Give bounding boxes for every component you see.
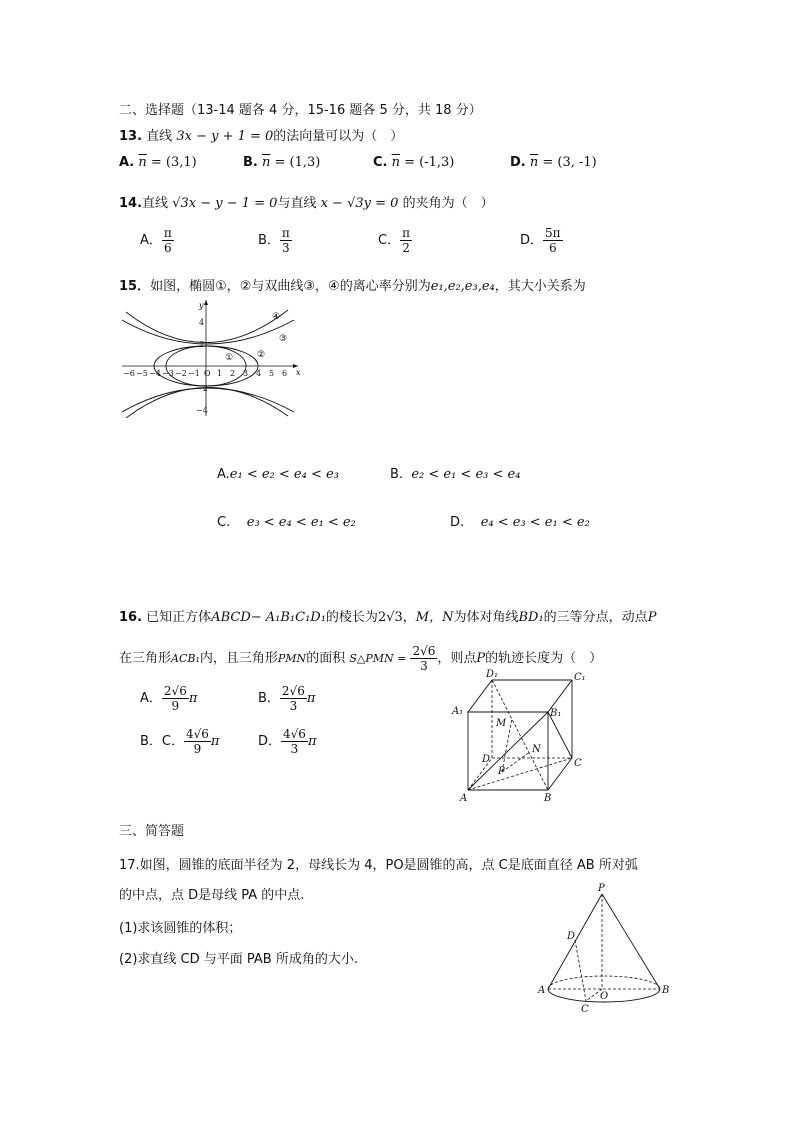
x-tick-labels [123,369,287,378]
stem-text: ，其大小关系为 [494,279,586,294]
label-o: O [600,991,609,1002]
option-c[interactable] [140,727,219,756]
triangle: ACB₁ [171,652,200,665]
label-b1: B₁ [550,708,562,719]
pi: π [306,691,316,706]
fraction: $\frac{4√6}{3}$ [283,727,306,756]
equation: √3x − y − 1 = 0 [172,196,278,211]
option-value: e₃ < e₄ < e₁ < e₂ [246,515,356,530]
equation: 3x − y + 1 = 0 [176,129,274,144]
x-tick-label: 1 [217,369,223,378]
option-b[interactable] [258,226,292,255]
option-label: B．C． [140,734,184,749]
option-label: B． [258,233,280,248]
option-d[interactable] [450,515,590,530]
x-tick-label: 4 [256,369,262,378]
vector-symbol: $\overline{n}$ [262,155,271,170]
label-a: A [460,793,468,804]
triangle-pmn: PMN [277,652,307,665]
section-title: 二、选择题（13-14 题各 4 分，15-16 题各 5 分，共 18 分） [119,103,482,118]
option-label: D. [450,515,465,530]
hyperbola-4-upper [126,310,288,343]
label-d: D [482,754,491,765]
fraction: $\frac{2√6}{3}$ [281,684,305,713]
x-tick-label: 5 [269,369,275,378]
option-value: e₂ < e₁ < e₃ < e₄ [411,467,521,482]
question-15-stem [119,275,586,294]
label-b: B [662,985,670,996]
option-a[interactable] [119,155,197,170]
option-value: = (3,1) [150,155,197,170]
stem-text: 直线 [146,129,173,144]
option-label: B． [258,691,280,706]
pi: π [188,691,198,706]
stem-text: 的夹角为（ ） [402,196,494,211]
points-mn: M，N [415,610,454,625]
option-label: C. [373,155,388,170]
option-label: B. [390,467,404,482]
x-tick-label: −3 [162,369,174,378]
option-label: A． [140,233,162,248]
y-tick-label: 2 [199,340,205,349]
vector-symbol: $\overline{n}$ [138,155,147,170]
label-m: M [496,718,507,729]
option-label: A． [140,691,162,706]
x-tick-label: −6 [123,369,135,378]
curve-label-1: ① [225,353,234,363]
x-tick-label: 6 [282,369,288,378]
cube-name: ABCD− A₁B₁C₁D₁ [211,610,326,625]
cube-figure [450,668,595,808]
y-tick-label: −4 [196,406,208,415]
option-label: D． [258,734,282,749]
label-d1: D₁ [486,669,499,680]
y-axis-arrow [204,300,208,305]
option-value: e₄ < e₃ < e₁ < e₂ [480,515,590,530]
option-label: A. [119,155,135,170]
option-label: A. [217,467,230,482]
option-a[interactable] [217,467,339,482]
curve-label-2: ② [257,350,266,360]
fraction: $\frac{\pi}{2}$ [402,226,410,255]
stem-text: ， [402,610,416,625]
slant-pb [602,894,660,989]
label-b: B [544,793,552,804]
conic-graph [118,298,301,418]
question-13-stem [119,125,403,144]
label-n: N [532,744,541,755]
vector-symbol: $\overline{n}$ [391,155,400,170]
option-b[interactable] [390,467,520,482]
pi: π [210,734,220,749]
label-c: C [581,1004,589,1015]
stem-text: 为体对角线 [453,610,519,625]
x-tick-label: 2 [230,369,236,378]
option-c[interactable] [373,155,454,170]
question-17-line2: 的中点，点 D是母线 PA 的中点. [119,888,305,903]
variables: e₁,e₂,e₃,e₄ [430,279,495,294]
label-a: A [538,985,546,996]
point-p: P [476,651,486,666]
stem-text: 的法向量可以为（ ） [273,129,404,144]
base-back-arc [548,976,660,989]
hyperbola-3-lower [122,388,294,412]
x-tick-label: −1 [188,369,200,378]
stem-text: 直线 [142,196,169,211]
stem-text: 在三角形 [119,651,172,666]
stem-text: 的轨迹长度为（ ） [485,651,603,666]
option-value: = (-1,3) [404,155,455,170]
x-tick-label: −5 [136,369,148,378]
option-value: = (3, -1) [542,155,597,170]
option-b[interactable] [243,155,320,170]
edge-bc [548,758,572,790]
section-title: 三、简答题 [119,824,185,839]
fraction: $\frac{2√6}{9}$ [163,684,187,713]
area-symbol: S△PMN = [349,652,407,665]
question-number: 16. [119,610,143,625]
option-label: D. [510,155,526,170]
stem-text: 已知正方体 [146,610,212,625]
label-d: D [567,931,576,942]
x-axis-label: x [296,368,301,377]
question-number: 14. [119,196,143,211]
option-value: e₁ < e₂ < e₄ < e₃ [229,467,339,482]
y-axis-label: y [199,301,204,310]
stem-text: 如图，椭圆①，②与双曲线③，④的离心率分别为 [150,279,431,294]
point-p: P [647,610,657,625]
stem-text: 与直线 [277,196,317,211]
area-fraction: $\frac{2√6}{3}$ [412,644,436,673]
stem-text: ，则点 [437,651,477,666]
pi: π [307,734,317,749]
hidden-pn [502,752,530,772]
label-a1: A₁ [452,706,464,717]
curve-label-4: ④ [272,312,281,322]
x-tick-label: −2 [175,369,187,378]
x-tick-label: −4 [149,369,161,378]
x-tick-label: 3 [243,369,249,378]
stem-text: 的棱长为 [325,610,378,625]
option-d[interactable] [258,727,316,756]
fraction: $\frac{\pi}{6}$ [163,226,172,255]
x-tick-label: O [204,369,211,378]
question-16-line1 [119,606,656,625]
option-label: D． [520,233,544,248]
stem-text: 的面积 [306,651,346,666]
option-label: C． [378,233,401,248]
option-label: B. [243,155,258,170]
option-label: C. [217,515,231,530]
option-a[interactable] [140,684,197,713]
question-14-stem [119,192,494,211]
stem-text: 的三等分点，动点 [543,610,648,625]
y-tick-label: −2 [196,384,208,393]
equation: x − √3y = 0 [320,196,399,211]
option-a[interactable] [140,226,174,255]
edge-a1d1 [468,680,492,712]
option-d[interactable] [520,226,563,255]
question-17-part2: (2)求直线 CD 与平面 PAB 所成角的大小. [119,952,358,967]
option-value: = (1,3) [274,155,321,170]
y-tick-label: 4 [199,318,205,327]
cone-figure [536,880,676,1018]
option-b[interactable] [258,684,315,713]
question-17-part1: (1)求该圆锥的体积； [119,921,242,936]
curve-label-3: ③ [279,334,288,344]
label-c1: C₁ [574,672,586,683]
fraction: $\frac{4√6}{9}$ [186,727,209,756]
stem-text: 内，且三角形 [199,651,278,666]
fraction: $\frac{5\pi}{6}$ [545,226,561,255]
label-c: C [574,758,582,769]
segment-dc [575,940,586,1001]
question-17-line1: 17.如图，圆锥的底面半径为 2，母线长为 4，PO是圆锥的高，点 C是底面直径 AB 所对弧 [119,858,638,873]
option-c[interactable] [378,226,412,255]
label-p: P [498,766,505,777]
question-number: 15． [119,279,151,294]
option-c[interactable] [217,515,356,530]
label-p: P [598,883,605,894]
fraction: $\frac{\pi}{3}$ [281,226,290,255]
option-d[interactable] [510,155,597,170]
question-number: 13. [119,129,143,144]
diagonal: BD₁ [518,610,544,625]
vector-symbol: $\overline{n}$ [529,155,539,170]
edge-length: 2√3 [377,610,403,625]
